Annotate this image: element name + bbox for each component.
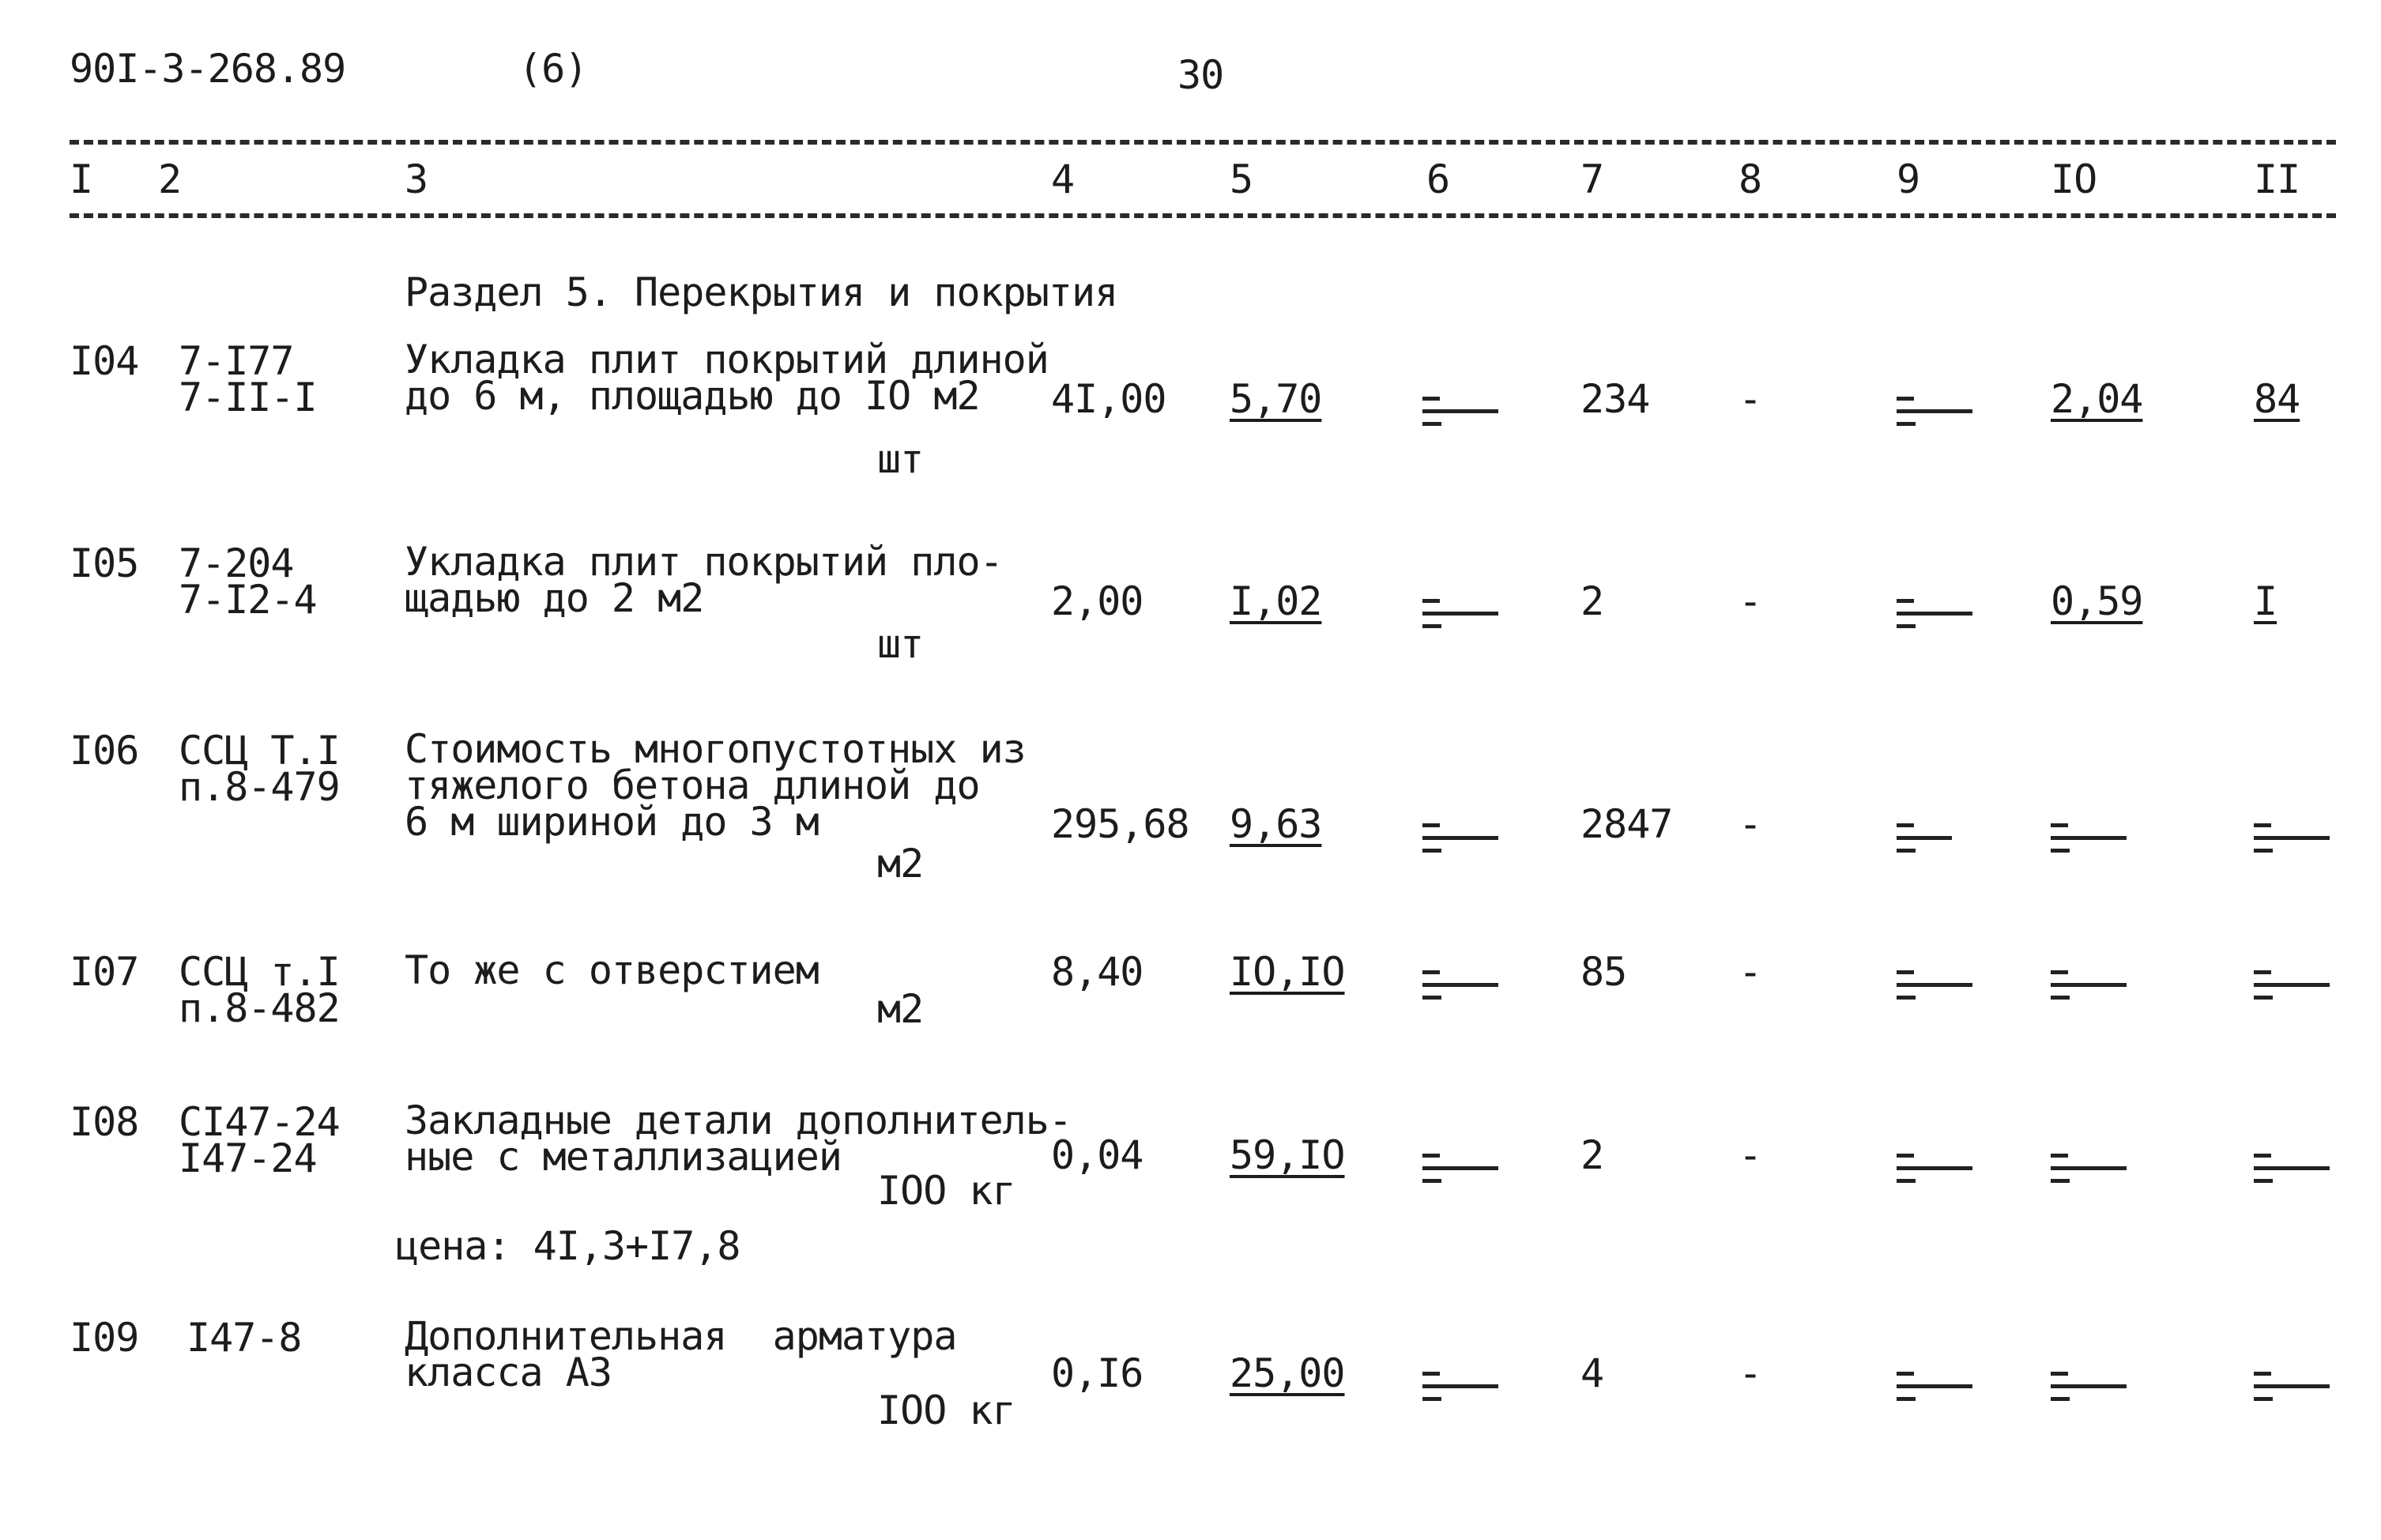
row-unit-price: IO,IO — [1230, 949, 1345, 995]
header-top-rule — [70, 140, 2336, 145]
row-quantity: 2,00 — [1051, 578, 1143, 624]
row-number: I07 — [70, 949, 139, 995]
row-column-7: 2 — [1580, 578, 1604, 624]
row-column-7: 85 — [1580, 949, 1627, 995]
row-quantity: 0,04 — [1051, 1132, 1143, 1178]
row-description: Дополнительная арматура класса А3 — [405, 1313, 957, 1395]
row-unit: м2 — [877, 986, 924, 1032]
ditto-mark — [1422, 822, 1501, 857]
row-description: Стоимость многопустотных из тяжелого бетона длиной до 6 м шириной до 3 м — [405, 726, 1026, 845]
ditto-mark — [2051, 1152, 2130, 1187]
ditto-mark — [1897, 822, 1976, 857]
column-header-1: I — [70, 156, 93, 202]
row-unit-price: 59,IO — [1230, 1132, 1345, 1178]
row-unit: шт — [877, 621, 924, 667]
row-description: То же с отверстием — [405, 947, 819, 993]
column-header-11: II — [2254, 156, 2300, 202]
row-code: 7-I2-4 — [179, 577, 317, 623]
row-column-11: I — [2254, 578, 2277, 624]
row-unit: шт — [877, 436, 924, 482]
row-number: I06 — [70, 728, 139, 774]
price-note: цена: 4I,3+I7,8 — [395, 1223, 740, 1269]
ditto-mark — [2051, 969, 2130, 1003]
row-quantity: 295,68 — [1051, 801, 1189, 847]
ditto-mark — [2051, 1370, 2130, 1405]
ditto-mark — [1897, 1370, 1976, 1405]
row-column-8: - — [1739, 949, 1762, 995]
column-header-6: 6 — [1426, 156, 1450, 202]
row-quantity: 8,40 — [1051, 949, 1143, 995]
row-code: СI47-24 — [179, 1099, 340, 1145]
row-column-11: 84 — [2254, 376, 2300, 422]
row-number: I08 — [70, 1099, 139, 1145]
ditto-mark — [1422, 1370, 1501, 1405]
row-description: Укладка плит покрытий длиной до 6 м, площадью до IO м2 — [405, 337, 1049, 419]
row-unit-price: 25,00 — [1230, 1350, 1345, 1396]
ditto-mark — [1897, 395, 1976, 430]
row-column-8: - — [1739, 376, 1762, 422]
row-unit: IOO кг — [877, 1388, 1015, 1433]
ditto-mark — [1897, 1152, 1976, 1187]
row-code: 7-204 — [179, 540, 294, 586]
row-code: ССЦ т.I — [179, 949, 340, 995]
column-header-3: 3 — [405, 156, 428, 202]
row-quantity: 0,I6 — [1051, 1350, 1143, 1396]
row-code: п.8-482 — [179, 985, 340, 1031]
row-column-7: 4 — [1580, 1350, 1604, 1396]
ditto-mark — [2254, 1370, 2333, 1405]
row-column-8: - — [1739, 1132, 1762, 1178]
ditto-mark — [2254, 822, 2333, 857]
row-column-8: - — [1739, 801, 1762, 847]
row-quantity: 4I,00 — [1051, 376, 1166, 422]
row-column-10: 2,04 — [2051, 376, 2143, 422]
row-unit: м2 — [877, 841, 924, 887]
ditto-mark — [2254, 969, 2333, 1003]
row-column-7: 234 — [1580, 376, 1650, 422]
column-header-4: 4 — [1051, 156, 1075, 202]
column-header-9: 9 — [1897, 156, 1920, 202]
row-description: Закладные детали дополнитель- ные с металлизацией — [405, 1098, 1072, 1180]
row-code: I47-24 — [179, 1135, 317, 1181]
row-code: ССЦ Т.I — [179, 728, 340, 774]
row-column-10: 0,59 — [2051, 578, 2143, 624]
sheet-label: (6) — [518, 46, 588, 92]
document-number: 90I-3-268.89 — [70, 46, 346, 92]
page-number: 30 — [1177, 52, 1224, 98]
row-unit: IOO кг — [877, 1168, 1015, 1214]
column-header-7: 7 — [1580, 156, 1604, 202]
section-title: Раздел 5. Перекрытия и покрытия — [405, 269, 1118, 315]
row-code: 7-I77 — [179, 338, 294, 384]
column-header-8: 8 — [1739, 156, 1762, 202]
row-unit-price: I,02 — [1230, 578, 1322, 624]
row-code: п.8-479 — [179, 764, 340, 810]
row-column-7: 2 — [1580, 1132, 1604, 1178]
ditto-mark — [2051, 822, 2130, 857]
row-number: I04 — [70, 338, 139, 384]
ditto-mark — [1422, 395, 1501, 430]
row-description: Укладка плит покрытий пло- щадью до 2 м2 — [405, 539, 1003, 621]
row-code: 7-II-I — [179, 375, 317, 420]
row-column-7: 2847 — [1580, 801, 1673, 847]
ditto-mark — [1897, 597, 1976, 632]
ditto-mark — [1422, 969, 1501, 1003]
row-number: I09 — [70, 1315, 139, 1361]
column-header-10: IO — [2051, 156, 2097, 202]
ditto-mark — [1422, 597, 1501, 632]
row-unit-price: 9,63 — [1230, 801, 1322, 847]
row-number: I05 — [70, 540, 139, 586]
column-header-2: 2 — [158, 156, 182, 202]
ditto-mark — [1897, 969, 1976, 1003]
row-unit-price: 5,70 — [1230, 376, 1322, 422]
row-column-8: - — [1739, 1350, 1762, 1396]
row-column-8: - — [1739, 578, 1762, 624]
row-code: I47-8 — [186, 1315, 302, 1361]
ditto-mark — [1422, 1152, 1501, 1187]
header-bottom-rule — [70, 213, 2336, 218]
column-header-5: 5 — [1230, 156, 1253, 202]
ditto-mark — [2254, 1152, 2333, 1187]
